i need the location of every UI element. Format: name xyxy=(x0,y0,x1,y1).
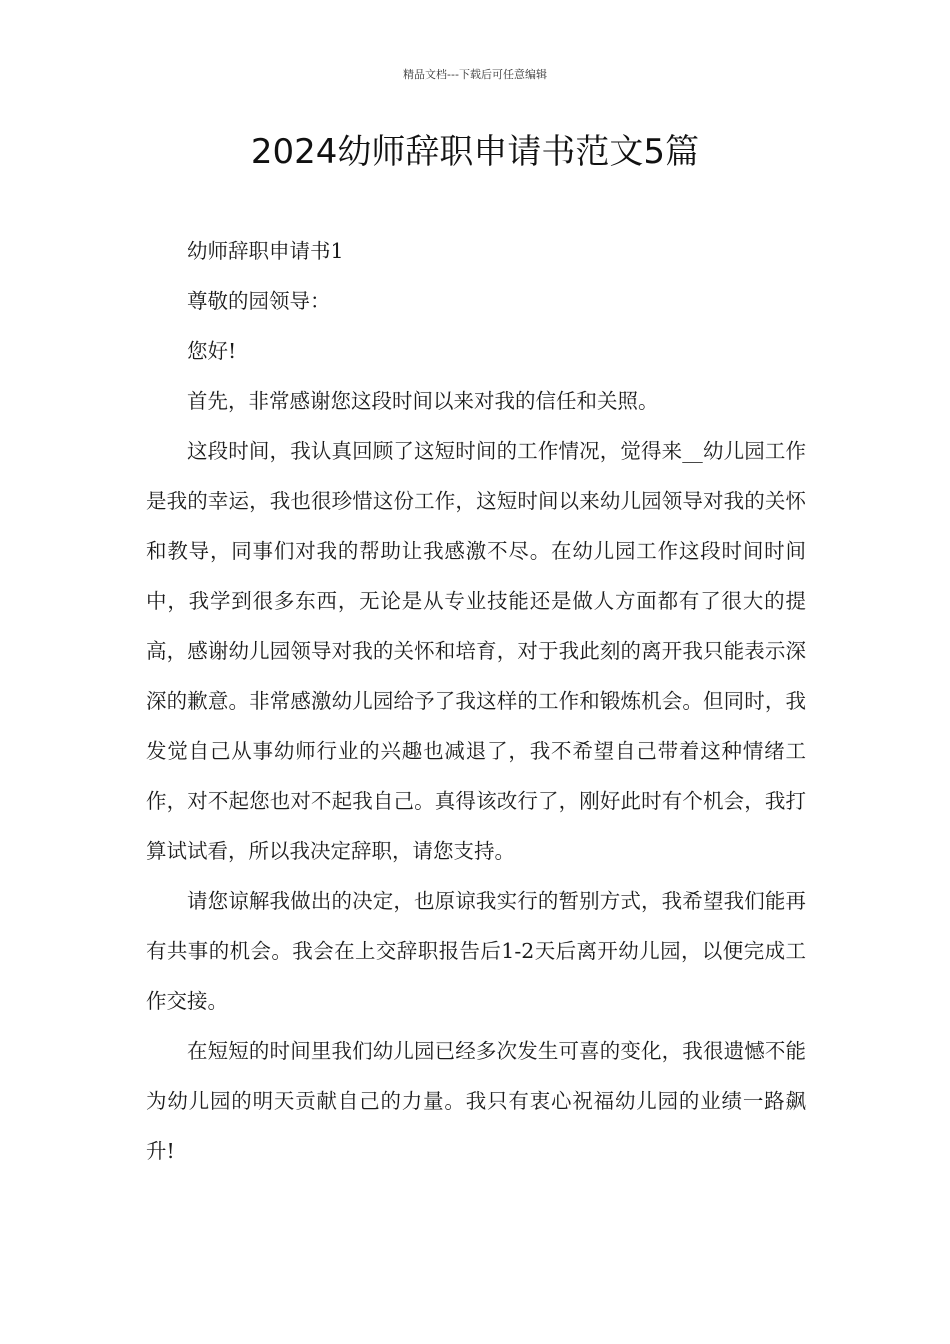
greeting: 您好! xyxy=(187,339,237,363)
document-title: 2024幼师辞职申请书范文5篇 xyxy=(250,132,700,172)
body-paragraph-thanks: 首先，非常感谢您这段时间以来对我的信任和关照。 xyxy=(187,389,659,413)
body-paragraph-handover: 请您谅解我做出的决定，也原谅我实行的暂别方式，我希望我们能再有共事的机会。我会在上交辞职报告后1-2天后离开幼儿园，以便完成工作交接。 xyxy=(146,889,806,1013)
page-header-note: 精品文档---下载后可任意编辑 xyxy=(403,68,547,81)
body-paragraph-closing: 在短短的时间里我们幼儿园已经多次发生可喜的变化，我很遗憾不能为幼儿园的明天贡献自己的力量。我只有衷心祝福幼儿园的业绩一路飙升! xyxy=(146,1039,806,1163)
document-body xyxy=(146,226,806,1176)
salutation: 尊敬的园领导： xyxy=(187,289,331,313)
body-paragraph-reason: 这段时间，我认真回顾了这短时间的工作情况，觉得来__幼儿园工作是我的幸运，我也很珍惜这份工作，这短时间以来幼儿园领导对我的关怀和教导，同事们对我的帮助让我感激不尽。在幼儿园工作这段时间时间中，我学到很多东西，无论是从专业技能还是做人方面都有了很大的提高，感谢幼儿园领导对我的关怀和培育，对于我此刻的离开我只能表示深深的歉意。非常感激幼儿园给予了我这样的工作和锻炼机会。但同时，我发觉自己从事幼师行业的兴趣也减退了，我不希望自己带着这种情绪工作，对不起您也对不起我自己。真得该改行了，刚好此时有个机会，我打算试试看，所以我决定辞职，请您支持。 xyxy=(146,439,806,863)
section-heading: 幼师辞职申请书1 xyxy=(187,239,344,263)
